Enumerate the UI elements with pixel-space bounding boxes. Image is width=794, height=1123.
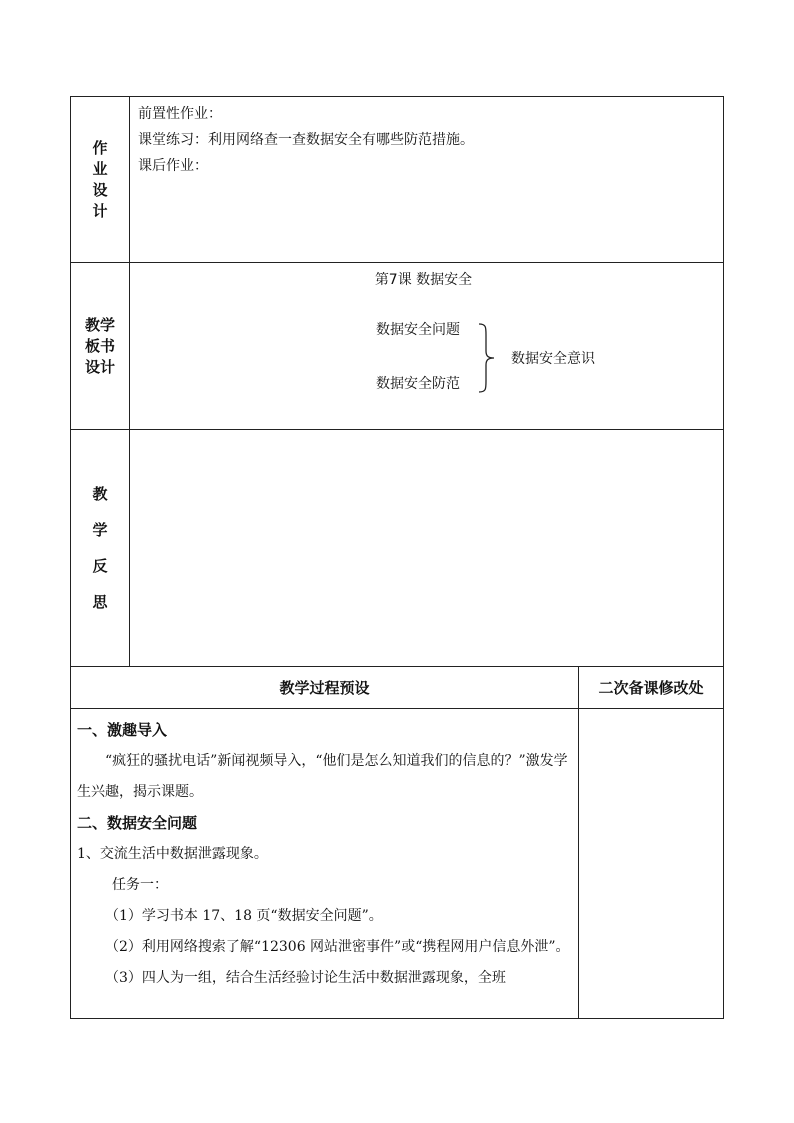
homework-row (71, 97, 724, 263)
board-design-label (71, 263, 130, 430)
process-header-row (71, 667, 724, 709)
board-label-line: 设计 (84, 357, 115, 376)
lesson-design-table (70, 96, 724, 667)
revision-content-cell (579, 709, 724, 1019)
homework-label-char: 设 (92, 180, 108, 199)
reflection-content-cell (130, 430, 724, 667)
homework-label (71, 97, 130, 263)
section-intro-text: “疯狂的骚扰电话”新闻视频导入，“他们是怎么知道我们的信息的？”激发学生兴趣，揭示课题。 (77, 753, 568, 800)
homework-pre: 前置性作业： (138, 106, 222, 122)
board-item-prevention: 数据安全防范 (376, 376, 460, 392)
board-title: 第7课 数据安全 (374, 272, 473, 288)
board-item-awareness: 数据安全意识 (511, 351, 595, 367)
process-header: 教学过程预设 (71, 667, 579, 709)
task-step-2: （2）利用网络搜索了解“12306 网站泄密事件”或“携程网用户信息外泄”。 (105, 939, 570, 955)
board-item-problem: 数据安全问题 (376, 322, 460, 338)
process-content-cell (71, 709, 579, 1019)
section-problem-title: 二、数据安全问题 (77, 814, 198, 832)
homework-after: 课后作业： (138, 158, 208, 174)
task-step-3: （3）四人为一组，结合生活经验讨论生活中数据泄露现象，全班 (105, 970, 506, 986)
board-label-line: 教学 (84, 315, 115, 334)
right-brace-icon (478, 323, 496, 393)
reflection-label-char: 思 (92, 593, 108, 611)
reflection-label-char: 反 (92, 557, 108, 575)
process-content-row (71, 709, 724, 1019)
homework-label-char: 计 (92, 201, 108, 220)
reflection-label-char: 学 (92, 521, 108, 539)
task-step-1: （1）学习书本 17、18 页“数据安全问题”。 (105, 908, 383, 924)
section-intro-title: 一、激趣导入 (77, 721, 168, 739)
reflection-label (71, 430, 130, 667)
homework-class: 课堂练习：利用网络查一查数据安全有哪些防范措施。 (138, 132, 474, 148)
reflection-label-char: 教 (92, 485, 108, 503)
task-one-label: 任务一： (112, 877, 168, 893)
homework-label-char: 业 (92, 159, 108, 178)
board-label-line: 板书 (84, 336, 115, 355)
board-design-cell (130, 263, 724, 430)
board-design-row (71, 263, 724, 430)
revision-header: 二次备课修改处 (579, 667, 724, 709)
process-item-1: 1、交流生活中数据泄露现象。 (77, 846, 268, 862)
teaching-process-table (70, 666, 724, 1019)
homework-content-cell (130, 97, 724, 263)
reflection-row (71, 430, 724, 667)
homework-label-char: 作 (92, 138, 108, 157)
